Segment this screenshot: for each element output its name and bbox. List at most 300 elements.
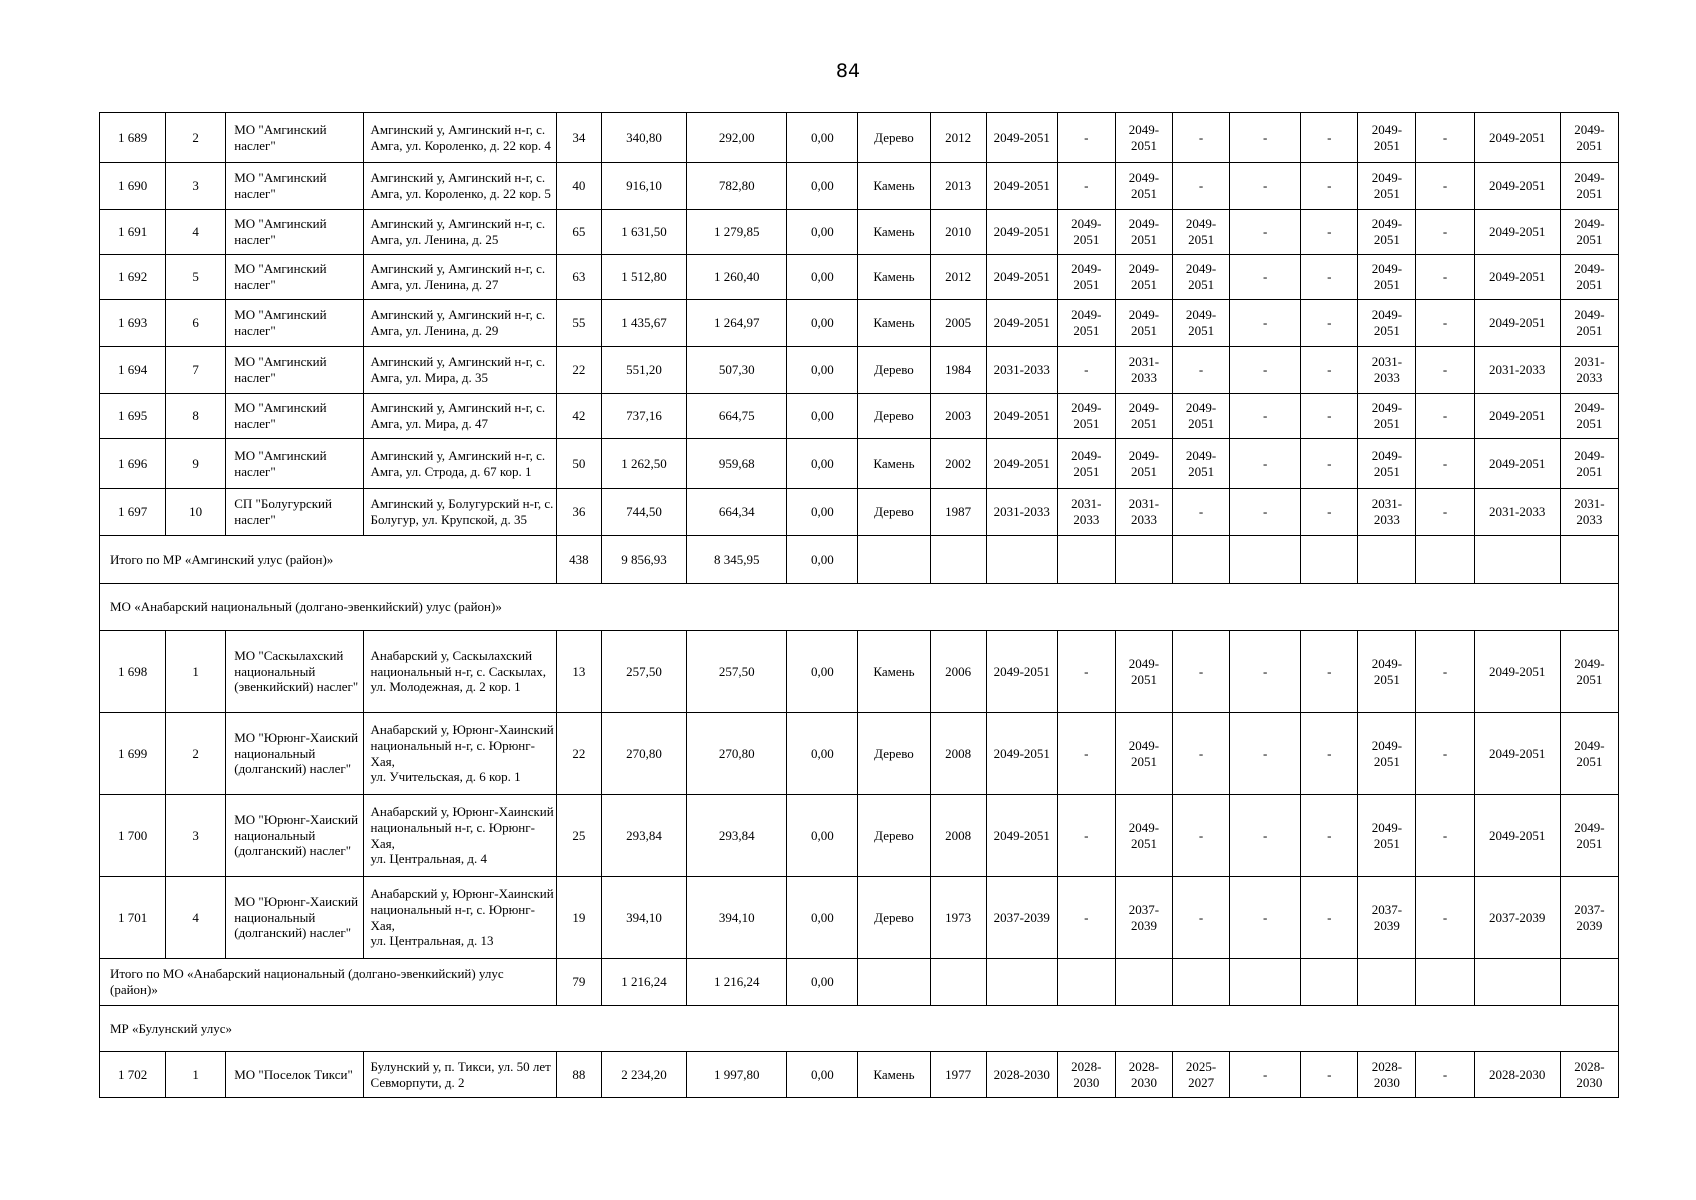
table-cell: - [1173, 631, 1230, 713]
total-wear: 0,00 [787, 536, 858, 584]
table-cell: МО "Амгинский наслег" [226, 347, 363, 394]
table-cell: Камень [858, 1052, 930, 1098]
table-cell: Дерево [858, 795, 930, 877]
table-cell: 9 [166, 439, 226, 489]
table-cell: - [1230, 210, 1301, 255]
empty-cell [1416, 959, 1474, 1006]
table-cell: 0,00 [787, 347, 858, 394]
empty-cell [986, 536, 1057, 584]
table-cell: 2049-2051 [986, 210, 1057, 255]
table-cell: 2049-2051 [986, 255, 1057, 300]
table-cell: - [1230, 113, 1301, 163]
table-cell: 2049-2051 [1560, 163, 1618, 210]
table-cell: - [1173, 713, 1230, 795]
table-cell: 2049-2051 [1173, 300, 1230, 347]
table-cell: 65 [556, 210, 601, 255]
table-cell: 1 689 [100, 113, 166, 163]
table-cell: 2049-2051 [986, 394, 1057, 439]
table-cell: 270,80 [601, 713, 686, 795]
total-count: 79 [556, 959, 601, 1006]
empty-cell [1560, 536, 1618, 584]
table-cell: - [1057, 113, 1115, 163]
table-cell: Анабарский у, Саскылахский национальный н-г, с. Саскылах, ул. Молодежная, д. 2 кор. 1 [363, 631, 556, 713]
table-cell: 2049-2051 [1115, 300, 1172, 347]
table-cell: 2049-2051 [1560, 394, 1618, 439]
table-cell: 2028-2030 [1358, 1052, 1416, 1098]
table-cell: - [1301, 347, 1358, 394]
table-cell: 2049-2051 [1358, 795, 1416, 877]
table-cell: 2031-2033 [1115, 347, 1172, 394]
total-wear: 0,00 [787, 959, 858, 1006]
table-cell: 1 700 [100, 795, 166, 877]
table-cell: - [1301, 713, 1358, 795]
table-cell: Анабарский у, Юрюнг-Хаинский национальный н-г, с. Юрюнг-Хая, ул. Учительская, д. 6 кор. 1 [363, 713, 556, 795]
table-cell: 664,75 [687, 394, 787, 439]
table-cell: 1 435,67 [601, 300, 686, 347]
table-cell: 0,00 [787, 255, 858, 300]
table-cell: 0,00 [787, 713, 858, 795]
table-cell: - [1230, 163, 1301, 210]
table-cell: 2049-2051 [1358, 300, 1416, 347]
table-cell: - [1301, 1052, 1358, 1098]
table-cell: 2049-2051 [1474, 394, 1560, 439]
table-cell: 2049-2051 [1115, 713, 1172, 795]
table-cell: 1 692 [100, 255, 166, 300]
table-cell: Дерево [858, 394, 930, 439]
table-cell: 2037-2039 [1474, 877, 1560, 959]
table-cell: Амгинский у, Амгинский н-г, с. Амга, ул. Короленко, д. 22 кор. 5 [363, 163, 556, 210]
table-cell: - [1301, 631, 1358, 713]
table-cell: - [1230, 255, 1301, 300]
table-cell: Дерево [858, 877, 930, 959]
table-cell: 2049-2051 [1560, 113, 1618, 163]
table-cell: 2 [166, 713, 226, 795]
table-cell: - [1301, 394, 1358, 439]
table-cell: 1 697 [100, 489, 166, 536]
table-cell: 782,80 [687, 163, 787, 210]
table-cell: 2049-2051 [1474, 713, 1560, 795]
table-cell: 2025-2027 [1173, 1052, 1230, 1098]
table-cell: - [1173, 489, 1230, 536]
table-row [100, 300, 1619, 347]
table-cell: 1 279,85 [687, 210, 787, 255]
table-cell: - [1057, 795, 1115, 877]
table-cell: 2010 [930, 210, 986, 255]
table-cell: 2049-2051 [986, 795, 1057, 877]
table-cell: - [1416, 489, 1474, 536]
table-cell: - [1230, 347, 1301, 394]
table-cell: - [1301, 163, 1358, 210]
total-area-living: 1 216,24 [687, 959, 787, 1006]
table-cell: 2049-2051 [986, 631, 1057, 713]
table-cell: Амгинский у, Амгинский н-г, с. Амга, ул. Строда, д. 67 кор. 1 [363, 439, 556, 489]
table-cell: 2049-2051 [986, 300, 1057, 347]
table-cell: 959,68 [687, 439, 787, 489]
table-cell: 2049-2051 [986, 713, 1057, 795]
table-cell: 2049-2051 [1358, 163, 1416, 210]
table-cell: 0,00 [787, 163, 858, 210]
table-row [100, 113, 1619, 163]
table-cell: - [1230, 631, 1301, 713]
table-cell: 0,00 [787, 300, 858, 347]
table-cell: 2049-2051 [1474, 255, 1560, 300]
table-cell: 50 [556, 439, 601, 489]
table-cell: 2049-2051 [1115, 113, 1172, 163]
table-cell: 2049-2051 [1474, 210, 1560, 255]
table-cell: МО "Амгинский наслег" [226, 210, 363, 255]
table-cell: 257,50 [687, 631, 787, 713]
table-cell: - [1301, 489, 1358, 536]
table-cell: 2049-2051 [1115, 795, 1172, 877]
table-cell: 270,80 [687, 713, 787, 795]
table-cell: - [1416, 113, 1474, 163]
table-row [100, 210, 1619, 255]
table-cell: Камень [858, 210, 930, 255]
table-cell: 1 694 [100, 347, 166, 394]
table-cell: 1 690 [100, 163, 166, 210]
table-cell: - [1230, 877, 1301, 959]
table-cell: 2013 [930, 163, 986, 210]
table-cell: 10 [166, 489, 226, 536]
table-cell: 916,10 [601, 163, 686, 210]
table-row [100, 255, 1619, 300]
table-cell: 2031-2033 [986, 489, 1057, 536]
table-cell: Анабарский у, Юрюнг-Хаинский национальный н-г, с. Юрюнг-Хая, ул. Центральная, д. 13 [363, 877, 556, 959]
table-body [100, 113, 1619, 1098]
table-cell: 2049-2051 [1560, 713, 1618, 795]
table-row [100, 631, 1619, 713]
table-cell: 292,00 [687, 113, 787, 163]
table-cell: 0,00 [787, 1052, 858, 1098]
table-cell: - [1301, 255, 1358, 300]
table-cell: 2049-2051 [1358, 439, 1416, 489]
table-cell: 2049-2051 [1560, 210, 1618, 255]
table-cell: 2037-2039 [1560, 877, 1618, 959]
empty-cell [1057, 536, 1115, 584]
table-cell: 22 [556, 347, 601, 394]
empty-cell [1230, 959, 1301, 1006]
table-cell: 2049-2051 [1057, 300, 1115, 347]
table-cell: - [1416, 713, 1474, 795]
table-row [100, 163, 1619, 210]
table-cell: 2049-2051 [1560, 255, 1618, 300]
table-cell: 2 [166, 113, 226, 163]
table-cell: 5 [166, 255, 226, 300]
table-cell: 293,84 [601, 795, 686, 877]
table-cell: - [1416, 795, 1474, 877]
table-cell: МО "Юрюнг-Хаиский национальный (долганский) наслег" [226, 877, 363, 959]
table-cell: 2028-2030 [1560, 1052, 1618, 1098]
total-area-total: 1 216,24 [601, 959, 686, 1006]
empty-cell [1358, 536, 1416, 584]
table-row [100, 347, 1619, 394]
table-cell: 2049-2051 [1115, 255, 1172, 300]
total-area-total: 9 856,93 [601, 536, 686, 584]
total-area-living: 8 345,95 [687, 536, 787, 584]
table-cell: 1 262,50 [601, 439, 686, 489]
table-cell: - [1057, 631, 1115, 713]
table-row [100, 795, 1619, 877]
table-cell: 1977 [930, 1052, 986, 1098]
table-cell: 2049-2051 [1358, 210, 1416, 255]
table-cell: 1 631,50 [601, 210, 686, 255]
table-cell: 2037-2039 [1358, 877, 1416, 959]
page-number: 84 [835, 60, 861, 82]
table-cell: - [1416, 255, 1474, 300]
table-row [100, 877, 1619, 959]
table-cell: 19 [556, 877, 601, 959]
table-cell: 1 702 [100, 1052, 166, 1098]
table-cell: МО "Амгинский наслег" [226, 163, 363, 210]
table-cell: 42 [556, 394, 601, 439]
table-cell: Дерево [858, 347, 930, 394]
table-row [100, 713, 1619, 795]
table-cell: 2031-2033 [1115, 489, 1172, 536]
empty-cell [858, 959, 930, 1006]
table-cell: Амгинский у, Болугурский н-г, с. Болугур, ул. Крупской, д. 35 [363, 489, 556, 536]
table-cell: 2031-2033 [1560, 489, 1618, 536]
section-header-row [100, 584, 1619, 631]
table-cell: 55 [556, 300, 601, 347]
empty-cell [930, 536, 986, 584]
table-cell: - [1230, 795, 1301, 877]
table-cell: 1 701 [100, 877, 166, 959]
table-cell: - [1173, 113, 1230, 163]
table-cell: 2049-2051 [1115, 210, 1172, 255]
total-label: Итого по МР «Амгинский улус (район)» [100, 536, 557, 584]
empty-cell [986, 959, 1057, 1006]
table-cell: МО "Амгинский наслег" [226, 255, 363, 300]
table-cell: 1 698 [100, 631, 166, 713]
table-cell: - [1230, 439, 1301, 489]
empty-cell [1560, 959, 1618, 1006]
table-cell: 2002 [930, 439, 986, 489]
table-cell: 2049-2051 [1115, 439, 1172, 489]
table-cell: 22 [556, 713, 601, 795]
table-cell: - [1173, 795, 1230, 877]
table-cell: Камень [858, 439, 930, 489]
table-cell: 4 [166, 210, 226, 255]
table-cell: 0,00 [787, 631, 858, 713]
table-cell: 0,00 [787, 113, 858, 163]
table-cell: 394,10 [687, 877, 787, 959]
table-cell: - [1416, 163, 1474, 210]
table-cell: - [1057, 877, 1115, 959]
table-cell: 1984 [930, 347, 986, 394]
table-cell: - [1057, 163, 1115, 210]
empty-cell [1474, 536, 1560, 584]
table-cell: 2003 [930, 394, 986, 439]
table-cell: 2049-2051 [1358, 255, 1416, 300]
table-cell: 6 [166, 300, 226, 347]
table-cell: 2 234,20 [601, 1052, 686, 1098]
table-cell: - [1416, 1052, 1474, 1098]
table-cell: - [1416, 300, 1474, 347]
table-cell: - [1301, 439, 1358, 489]
table-cell: 2049-2051 [1474, 300, 1560, 347]
table-cell: 1 [166, 1052, 226, 1098]
table-cell: - [1057, 713, 1115, 795]
empty-cell [858, 536, 930, 584]
table-cell: 551,20 [601, 347, 686, 394]
table-cell: Камень [858, 163, 930, 210]
table-cell: СП "Болугурский наслег" [226, 489, 363, 536]
table-cell: 2028-2030 [1474, 1052, 1560, 1098]
empty-cell [1416, 536, 1474, 584]
table-cell: 2008 [930, 795, 986, 877]
table-cell: 1 512,80 [601, 255, 686, 300]
table-row [100, 394, 1619, 439]
table-cell: 2031-2033 [1057, 489, 1115, 536]
table-cell: 36 [556, 489, 601, 536]
table-cell: 0,00 [787, 877, 858, 959]
table-cell: 2049-2051 [1474, 439, 1560, 489]
table-cell: - [1057, 347, 1115, 394]
empty-cell [1057, 959, 1115, 1006]
table-cell: Амгинский у, Амгинский н-г, с. Амга, ул. Ленина, д. 27 [363, 255, 556, 300]
table-cell: 2005 [930, 300, 986, 347]
table-cell: 2031-2033 [1474, 489, 1560, 536]
table-cell: 2037-2039 [1115, 877, 1172, 959]
section-header-row [100, 1006, 1619, 1052]
empty-cell [1173, 959, 1230, 1006]
table-cell: Дерево [858, 113, 930, 163]
table-row [100, 1052, 1619, 1098]
table-cell: Камень [858, 300, 930, 347]
table-cell: 1 696 [100, 439, 166, 489]
table-cell: 4 [166, 877, 226, 959]
table-cell: 2006 [930, 631, 986, 713]
table-cell: - [1230, 1052, 1301, 1098]
table-cell: 2031-2033 [1358, 489, 1416, 536]
table-cell: Камень [858, 631, 930, 713]
table-cell: 13 [556, 631, 601, 713]
table-cell: 2049-2051 [1474, 631, 1560, 713]
table-cell: 1 693 [100, 300, 166, 347]
table-cell: 2049-2051 [1358, 713, 1416, 795]
table-cell: 1973 [930, 877, 986, 959]
table-cell: - [1230, 713, 1301, 795]
empty-cell [1115, 536, 1172, 584]
table-cell: 1 699 [100, 713, 166, 795]
table-cell: МО "Юрюнг-Хаиский национальный (долганский) наслег" [226, 795, 363, 877]
table-cell: 2049-2051 [1115, 631, 1172, 713]
housing-register-table [99, 112, 1619, 1098]
table-cell: Амгинский у, Амгинский н-г, с. Амга, ул. Мира, д. 47 [363, 394, 556, 439]
table-cell: Дерево [858, 713, 930, 795]
table-cell: 2049-2051 [1358, 631, 1416, 713]
table-cell: 2028-2030 [986, 1052, 1057, 1098]
empty-cell [930, 959, 986, 1006]
empty-cell [1301, 536, 1358, 584]
table-cell: - [1230, 489, 1301, 536]
table-cell: - [1230, 394, 1301, 439]
table-cell: 2049-2051 [1057, 439, 1115, 489]
total-label: Итого по МО «Анабарский национальный (долгано-эвенкийский) улус (район)» [100, 959, 557, 1006]
table-cell: - [1173, 163, 1230, 210]
table-cell: - [1416, 394, 1474, 439]
table-cell: 2049-2051 [1560, 439, 1618, 489]
total-row [100, 536, 1619, 584]
table-cell: МО "Амгинский наслег" [226, 439, 363, 489]
table-cell: 0,00 [787, 439, 858, 489]
table-cell: 1 691 [100, 210, 166, 255]
table-cell: МО "Поселок Тикси" [226, 1052, 363, 1098]
empty-cell [1115, 959, 1172, 1006]
table-cell: МО "Саскылахский национальный (эвенкийский) наслег" [226, 631, 363, 713]
table-cell: 2049-2051 [1560, 631, 1618, 713]
table-cell: 2031-2033 [1358, 347, 1416, 394]
table-row [100, 489, 1619, 536]
table-cell: 2049-2051 [1474, 113, 1560, 163]
table-cell: 25 [556, 795, 601, 877]
table-cell: МО "Амгинский наслег" [226, 394, 363, 439]
table-cell: - [1301, 113, 1358, 163]
table-cell: - [1416, 439, 1474, 489]
empty-cell [1358, 959, 1416, 1006]
table-cell: 340,80 [601, 113, 686, 163]
table-cell: 2049-2051 [1560, 795, 1618, 877]
table-cell: 2049-2051 [1474, 795, 1560, 877]
table-cell: 2049-2051 [1057, 255, 1115, 300]
table-cell: 2049-2051 [1173, 394, 1230, 439]
table-cell: 1987 [930, 489, 986, 536]
section-title: МО «Анабарский национальный (долгано-эвенкийский) улус (район)» [100, 584, 1619, 631]
table-cell: 1 997,80 [687, 1052, 787, 1098]
table-cell: - [1230, 300, 1301, 347]
table-cell: 744,50 [601, 489, 686, 536]
table-cell: 3 [166, 163, 226, 210]
table-cell: 2031-2033 [1474, 347, 1560, 394]
table-cell: 7 [166, 347, 226, 394]
table-cell: 2049-2051 [1560, 300, 1618, 347]
table-cell: 257,50 [601, 631, 686, 713]
empty-cell [1301, 959, 1358, 1006]
table-cell: Анабарский у, Юрюнг-Хаинский национальный н-г, с. Юрюнг-Хая, ул. Центральная, д. 4 [363, 795, 556, 877]
table-cell: 2049-2051 [1115, 163, 1172, 210]
table-cell: 0,00 [787, 210, 858, 255]
table-cell: 0,00 [787, 795, 858, 877]
table-cell: 8 [166, 394, 226, 439]
empty-cell [1230, 536, 1301, 584]
table-cell: 2031-2033 [986, 347, 1057, 394]
table-cell: Амгинский у, Амгинский н-г, с. Амга, ул. Ленина, д. 25 [363, 210, 556, 255]
table-cell: Камень [858, 255, 930, 300]
table-cell: 3 [166, 795, 226, 877]
table-cell: 2031-2033 [1560, 347, 1618, 394]
table-cell: МО "Юрюнг-Хаиский национальный (долганский) наслег" [226, 713, 363, 795]
table-cell: - [1416, 347, 1474, 394]
table-cell: 2049-2051 [1173, 439, 1230, 489]
table-cell: 2049-2051 [986, 439, 1057, 489]
table-cell: - [1416, 877, 1474, 959]
table-cell: - [1416, 631, 1474, 713]
table-cell: 2028-2030 [1115, 1052, 1172, 1098]
table-cell: 34 [556, 113, 601, 163]
table-cell: Амгинский у, Амгинский н-г, с. Амга, ул. Короленко, д. 22 кор. 4 [363, 113, 556, 163]
table-cell: Амгинский у, Амгинский н-г, с. Амга, ул. Ленина, д. 29 [363, 300, 556, 347]
table-cell: 737,16 [601, 394, 686, 439]
empty-cell [1173, 536, 1230, 584]
table-cell: 1 260,40 [687, 255, 787, 300]
table-cell: - [1173, 347, 1230, 394]
table-cell: 293,84 [687, 795, 787, 877]
table-cell: 2049-2051 [1173, 210, 1230, 255]
table-cell: МО "Амгинский наслег" [226, 300, 363, 347]
empty-cell [1474, 959, 1560, 1006]
table-cell: 1 264,97 [687, 300, 787, 347]
table-cell: 63 [556, 255, 601, 300]
